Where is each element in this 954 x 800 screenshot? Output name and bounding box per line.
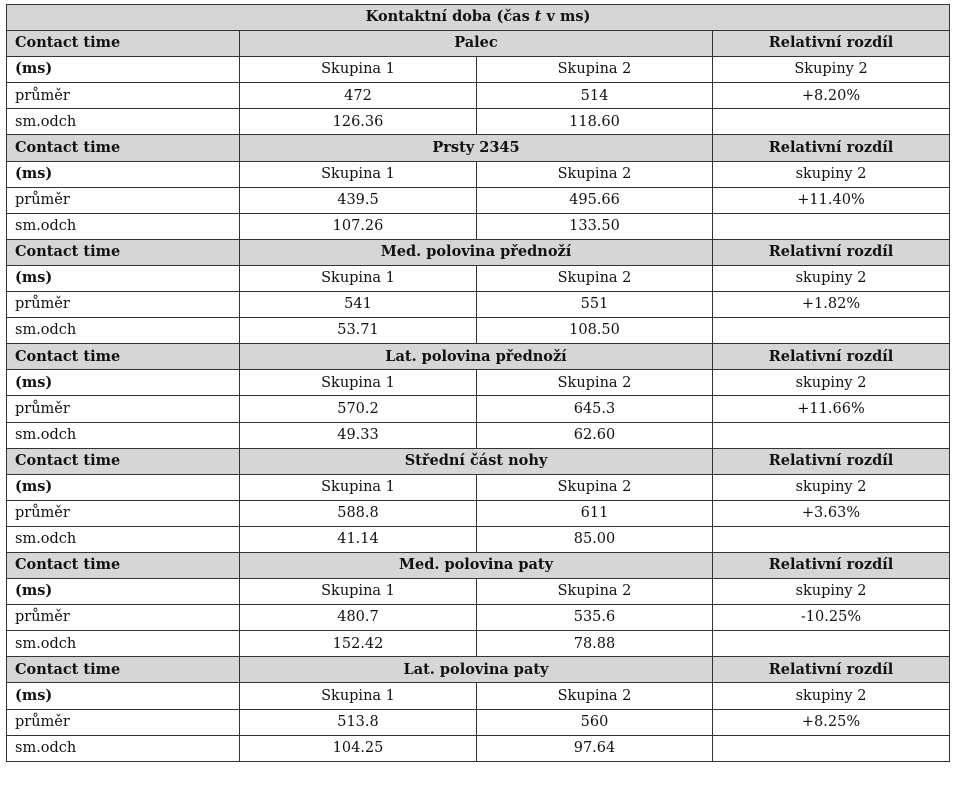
empty-cell xyxy=(713,213,950,239)
relative-subheader: Skupiny 2 xyxy=(713,57,950,83)
group-1-mean: 439.5 xyxy=(240,187,477,213)
relative-difference-value: +8.20% xyxy=(713,83,950,109)
relative-subheader: skupiny 2 xyxy=(713,579,950,605)
section-header-row xyxy=(7,552,950,578)
group-2-mean: 495.66 xyxy=(477,187,713,213)
std-dev-row xyxy=(7,422,950,448)
table-body xyxy=(7,5,950,762)
group-2-std-dev: 78.88 xyxy=(477,631,713,657)
group-name: Med. polovina paty xyxy=(240,552,713,578)
std-dev-row xyxy=(7,526,950,552)
group-2-std-dev: 97.64 xyxy=(477,735,713,761)
section-header-row xyxy=(7,135,950,161)
subgroup-row xyxy=(7,265,950,291)
subgroup-row xyxy=(7,161,950,187)
table-title-suffix: v ms) xyxy=(541,8,591,26)
group-2-std-dev: 118.60 xyxy=(477,109,713,135)
relative-subheader: skupiny 2 xyxy=(713,265,950,291)
relative-subheader: skupiny 2 xyxy=(713,683,950,709)
relative-difference-value: +11.40% xyxy=(713,187,950,213)
mean-row xyxy=(7,709,950,735)
group-1-header: Skupina 1 xyxy=(240,579,477,605)
std-dev-label: sm.odch xyxy=(7,109,240,135)
contact-time-label: Contact time xyxy=(7,239,240,265)
group-1-header: Skupina 1 xyxy=(240,474,477,500)
mean-row xyxy=(7,500,950,526)
relative-difference-header: Relativní rozdíl xyxy=(713,31,950,57)
std-dev-label: sm.odch xyxy=(7,735,240,761)
table-title-variable: t xyxy=(534,8,542,26)
unit-label: (ms) xyxy=(7,370,240,396)
group-2-mean: 560 xyxy=(477,709,713,735)
group-name: Lat. polovina přednoží xyxy=(240,344,713,370)
group-2-header: Skupina 2 xyxy=(477,161,713,187)
std-dev-label: sm.odch xyxy=(7,631,240,657)
group-2-header: Skupina 2 xyxy=(477,265,713,291)
group-2-mean: 514 xyxy=(477,83,713,109)
group-2-mean: 645.3 xyxy=(477,396,713,422)
subgroup-row xyxy=(7,579,950,605)
group-2-std-dev: 85.00 xyxy=(477,526,713,552)
unit-label: (ms) xyxy=(7,57,240,83)
mean-label: průměr xyxy=(7,292,240,318)
relative-difference-value: +1.82% xyxy=(713,292,950,318)
mean-row xyxy=(7,83,950,109)
group-name: Střední část nohy xyxy=(240,448,713,474)
group-2-mean: 535.6 xyxy=(477,605,713,631)
section-header-row xyxy=(7,239,950,265)
group-1-mean: 472 xyxy=(240,83,477,109)
relative-difference-header: Relativní rozdíl xyxy=(713,239,950,265)
relative-difference-value: +8.25% xyxy=(713,709,950,735)
group-2-std-dev: 108.50 xyxy=(477,318,713,344)
subgroup-row xyxy=(7,370,950,396)
relative-subheader: skupiny 2 xyxy=(713,370,950,396)
table-title-row xyxy=(7,5,950,31)
std-dev-label: sm.odch xyxy=(7,422,240,448)
empty-cell xyxy=(713,422,950,448)
mean-label: průměr xyxy=(7,605,240,631)
group-1-std-dev: 53.71 xyxy=(240,318,477,344)
subgroup-row xyxy=(7,683,950,709)
std-dev-row xyxy=(7,735,950,761)
contact-time-label: Contact time xyxy=(7,135,240,161)
mean-row xyxy=(7,396,950,422)
unit-label: (ms) xyxy=(7,474,240,500)
relative-subheader: skupiny 2 xyxy=(713,474,950,500)
std-dev-row xyxy=(7,109,950,135)
relative-difference-value: -10.25% xyxy=(713,605,950,631)
mean-row xyxy=(7,292,950,318)
std-dev-label: sm.odch xyxy=(7,213,240,239)
contact-time-label: Contact time xyxy=(7,657,240,683)
group-1-mean: 513.8 xyxy=(240,709,477,735)
unit-label: (ms) xyxy=(7,579,240,605)
group-1-header: Skupina 1 xyxy=(240,161,477,187)
relative-difference-header: Relativní rozdíl xyxy=(713,344,950,370)
contact-time-label: Contact time xyxy=(7,344,240,370)
contact-time-table-wrapper xyxy=(6,4,949,762)
group-1-header: Skupina 1 xyxy=(240,57,477,83)
group-2-std-dev: 133.50 xyxy=(477,213,713,239)
empty-cell xyxy=(713,318,950,344)
relative-difference-header: Relativní rozdíl xyxy=(713,657,950,683)
group-1-mean: 570.2 xyxy=(240,396,477,422)
contact-time-table xyxy=(6,4,950,762)
group-1-std-dev: 41.14 xyxy=(240,526,477,552)
group-2-header: Skupina 2 xyxy=(477,579,713,605)
std-dev-row xyxy=(7,213,950,239)
section-header-row xyxy=(7,448,950,474)
group-1-std-dev: 104.25 xyxy=(240,735,477,761)
unit-label: (ms) xyxy=(7,683,240,709)
subgroup-row xyxy=(7,474,950,500)
mean-label: průměr xyxy=(7,83,240,109)
std-dev-row xyxy=(7,631,950,657)
group-name: Prsty 2345 xyxy=(240,135,713,161)
std-dev-row xyxy=(7,318,950,344)
contact-time-label: Contact time xyxy=(7,552,240,578)
mean-row xyxy=(7,187,950,213)
mean-row xyxy=(7,605,950,631)
group-name: Med. polovina přednoží xyxy=(240,239,713,265)
contact-time-label: Contact time xyxy=(7,448,240,474)
empty-cell xyxy=(713,526,950,552)
section-header-row xyxy=(7,657,950,683)
group-name: Lat. polovina paty xyxy=(240,657,713,683)
group-1-mean: 541 xyxy=(240,292,477,318)
mean-label: průměr xyxy=(7,709,240,735)
group-2-header: Skupina 2 xyxy=(477,683,713,709)
group-1-header: Skupina 1 xyxy=(240,370,477,396)
unit-label: (ms) xyxy=(7,265,240,291)
group-1-mean: 480.7 xyxy=(240,605,477,631)
group-name: Palec xyxy=(240,31,713,57)
group-2-header: Skupina 2 xyxy=(477,57,713,83)
std-dev-label: sm.odch xyxy=(7,318,240,344)
empty-cell xyxy=(713,109,950,135)
section-header-row xyxy=(7,344,950,370)
relative-difference-header: Relativní rozdíl xyxy=(713,448,950,474)
table-title-prefix: Kontaktní doba (čas xyxy=(365,8,535,26)
group-2-mean: 611 xyxy=(477,500,713,526)
group-2-header: Skupina 2 xyxy=(477,474,713,500)
group-2-std-dev: 62.60 xyxy=(477,422,713,448)
table-title xyxy=(7,5,950,31)
std-dev-label: sm.odch xyxy=(7,526,240,552)
empty-cell xyxy=(713,631,950,657)
group-1-std-dev: 126.36 xyxy=(240,109,477,135)
unit-label: (ms) xyxy=(7,161,240,187)
subgroup-row xyxy=(7,57,950,83)
group-1-header: Skupina 1 xyxy=(240,683,477,709)
group-1-std-dev: 107.26 xyxy=(240,213,477,239)
mean-label: průměr xyxy=(7,396,240,422)
group-2-header: Skupina 2 xyxy=(477,370,713,396)
relative-difference-header: Relativní rozdíl xyxy=(713,552,950,578)
group-2-mean: 551 xyxy=(477,292,713,318)
group-1-mean: 588.8 xyxy=(240,500,477,526)
group-1-std-dev: 152.42 xyxy=(240,631,477,657)
relative-difference-value: +11.66% xyxy=(713,396,950,422)
group-1-std-dev: 49.33 xyxy=(240,422,477,448)
mean-label: průměr xyxy=(7,187,240,213)
group-1-header: Skupina 1 xyxy=(240,265,477,291)
relative-difference-value: +3.63% xyxy=(713,500,950,526)
section-header-row xyxy=(7,31,950,57)
empty-cell xyxy=(713,735,950,761)
contact-time-label: Contact time xyxy=(7,31,240,57)
relative-subheader: skupiny 2 xyxy=(713,161,950,187)
relative-difference-header: Relativní rozdíl xyxy=(713,135,950,161)
mean-label: průměr xyxy=(7,500,240,526)
